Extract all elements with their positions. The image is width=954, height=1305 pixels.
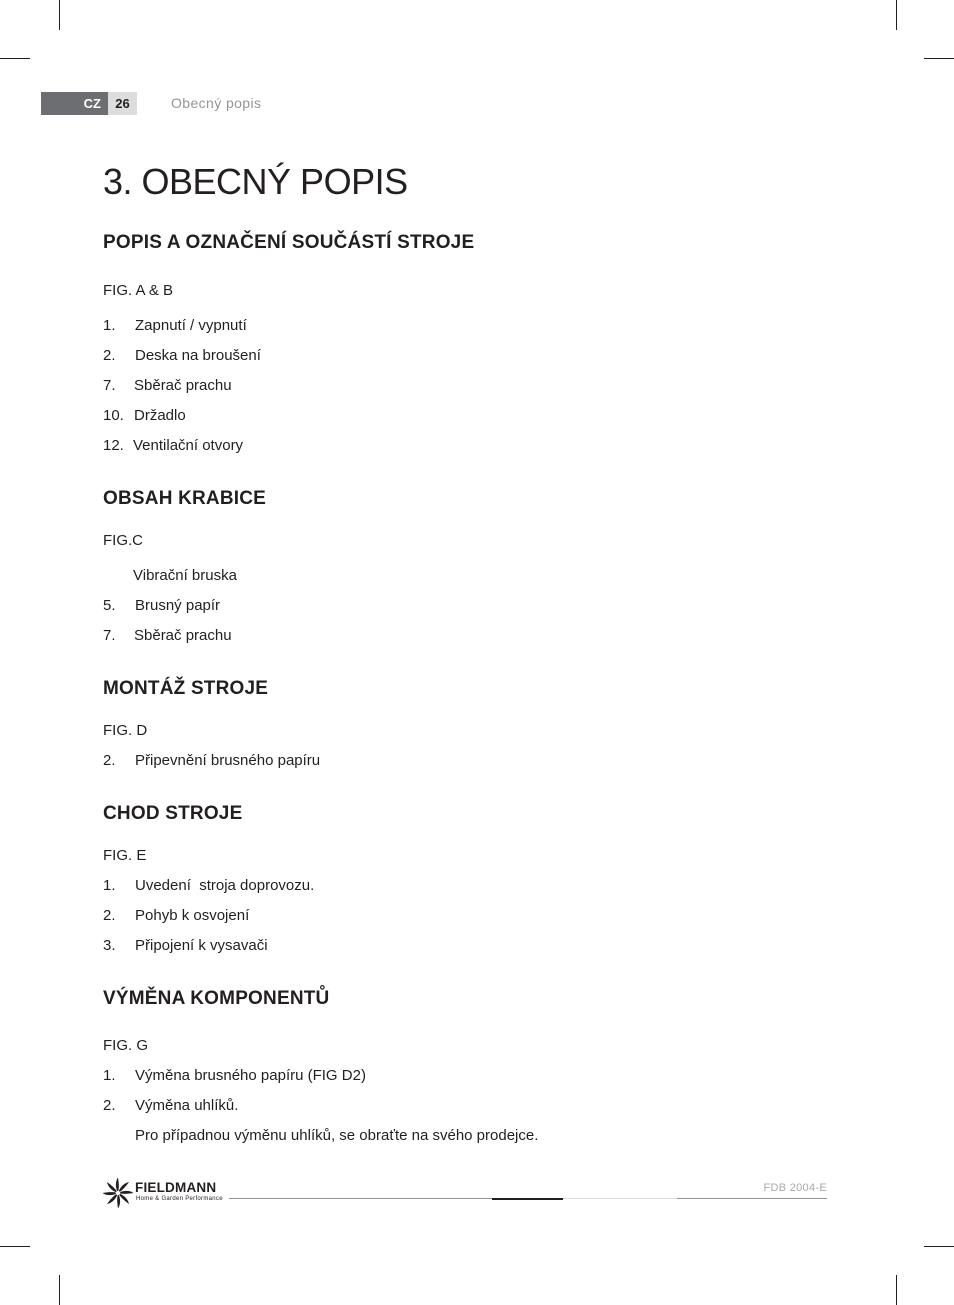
item-number: 1. <box>103 1067 116 1084</box>
item-number: 7. <box>103 377 116 394</box>
section-heading: POPIS A OZNAČENÍ SOUČÁSTÍ STROJE <box>103 232 475 253</box>
list-item <box>103 1127 538 1144</box>
footer-rule <box>677 1198 827 1199</box>
item-text: Brusný papír <box>135 597 221 614</box>
figure-reference: FIG.C <box>103 532 143 549</box>
item-text: Sběrač prachu <box>134 377 232 394</box>
crop-mark <box>0 1246 30 1247</box>
list-item <box>103 937 268 954</box>
page-title: 3. OBECNÝ POPIS <box>103 161 408 202</box>
crop-mark <box>59 0 60 30</box>
crop-mark <box>924 1246 954 1247</box>
item-text: Výměna uhlíků. <box>135 1097 239 1114</box>
item-text: Držadlo <box>134 407 186 424</box>
item-number: 7. <box>103 627 116 644</box>
list-item <box>103 567 237 584</box>
list-item <box>103 627 232 644</box>
item-text: Uvedení stroja doprovozu. <box>135 877 315 894</box>
list-item <box>103 437 243 454</box>
fieldmann-logo-icon <box>103 1178 133 1208</box>
section-heading: MONTÁŽ STROJE <box>103 678 269 699</box>
list-item <box>103 347 261 364</box>
item-text: Připevnění brusného papíru <box>135 752 321 769</box>
item-number: 10. <box>103 407 124 424</box>
item-number: 12. <box>103 437 124 454</box>
section-heading: VÝMĚNA KOMPONENTŮ <box>103 988 330 1009</box>
brand-tagline: Home & Garden Performance <box>136 1196 223 1202</box>
section-heading: OBSAH KRABICE <box>103 488 267 509</box>
footer-rule <box>563 1198 677 1199</box>
footer-rule <box>229 1198 492 1199</box>
list-item <box>103 752 320 769</box>
figure-reference: FIG. D <box>103 722 148 739</box>
language-tab: CZ <box>41 92 108 115</box>
item-text: Pro případnou výměnu uhlíků, se obraťte na svého prodejce. <box>135 1127 539 1144</box>
figure-reference: FIG. G <box>103 1037 148 1054</box>
list-item <box>103 1067 366 1084</box>
item-number: 5. <box>103 597 116 614</box>
item-text: Deska na broušení <box>135 347 261 364</box>
list-item <box>103 907 249 924</box>
item-number: 1. <box>103 317 116 334</box>
item-text: Připojení k vysavači <box>135 937 268 954</box>
item-text: Pohyb k osvojení <box>135 907 250 924</box>
footer-rule-accent <box>492 1198 563 1200</box>
section-heading: CHOD STROJE <box>103 803 243 824</box>
crop-mark <box>0 58 30 59</box>
list-item <box>103 317 247 334</box>
item-text: Sběrač prachu <box>134 627 232 644</box>
list-item <box>103 877 314 894</box>
item-number: 2. <box>103 1097 116 1114</box>
item-number: 3. <box>103 937 116 954</box>
list-item <box>103 377 232 394</box>
item-number: 2. <box>103 347 116 364</box>
item-text: Výměna brusného papíru (FIG D2) <box>135 1067 366 1084</box>
model-number: FDB 2004-E <box>763 1182 827 1194</box>
item-text: Vibrační bruska <box>133 567 237 584</box>
list-item <box>103 1097 238 1114</box>
brand-name: FIELDMANN <box>135 1180 217 1195</box>
item-number: 1. <box>103 877 116 894</box>
item-number: 2. <box>103 752 116 769</box>
item-number: 2. <box>103 907 116 924</box>
crop-mark <box>896 1275 897 1305</box>
crop-mark <box>924 58 954 59</box>
item-text: Ventilační otvory <box>133 437 244 454</box>
crop-mark <box>59 1275 60 1305</box>
list-item <box>103 407 186 424</box>
figure-reference: FIG. E <box>103 847 147 864</box>
page-number: 26 <box>108 92 137 115</box>
crop-mark <box>896 0 897 30</box>
item-text: Zapnutí / vypnutí <box>135 317 247 334</box>
list-item <box>103 597 220 614</box>
running-title: Obecný popis <box>171 95 262 111</box>
figure-reference: FIG. A & B <box>103 282 174 299</box>
